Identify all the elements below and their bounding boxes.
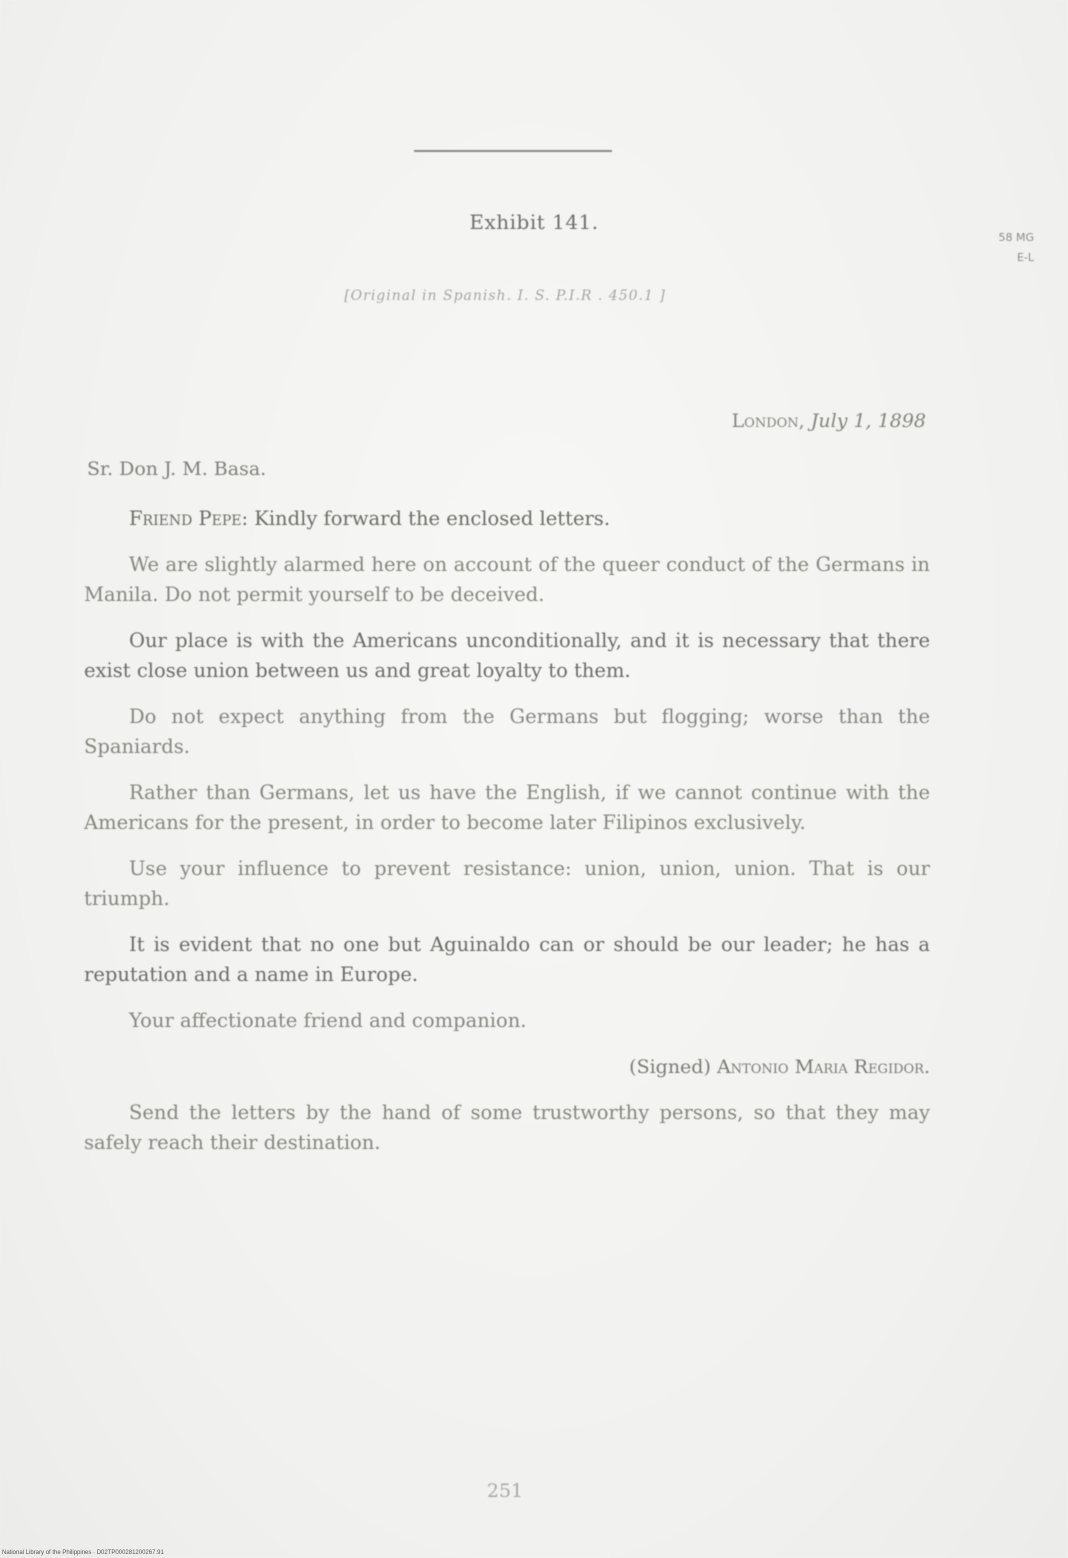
signer-name: Antonio Maria Regidor.: [716, 1056, 930, 1078]
signed-prefix: (Signed): [629, 1056, 711, 1078]
footer-credit: National Library of the Philippines · D02TP000281200267.91: [2, 1550, 164, 1556]
original-language-note: [Original in Spanish. I. S. P.I.R . 450.1 ]: [344, 288, 666, 304]
greeting-label: Friend Pepe:: [129, 507, 249, 530]
salutation: Sr. Don J. M. Basa.: [87, 458, 267, 480]
margin-note-line: E-L: [1016, 251, 1034, 264]
dateline-place: London,: [731, 410, 805, 432]
greeting-text: Kindly forward the enclosed letters.: [248, 507, 611, 530]
exhibit-title: Exhibit 141.: [469, 210, 599, 234]
closing-paragraph: Your affectionate friend and companion.: [129, 1009, 527, 1032]
letter-body: [84, 504, 930, 1174]
letter-paragraph: Use your influence to prevent resistance: union, union, union. That is our triumph.: [84, 857, 930, 910]
margin-note: [960, 228, 1034, 268]
letter-paragraph: Do not expect anything from the Germans but flogging; worse than the Spaniards.: [84, 705, 930, 758]
postscript: Send the letters by the hand of some trustworthy persons, so that they may safely reach their destination.: [84, 1101, 930, 1154]
letter-paragraph: Our place is with the Americans unconditionally, and it is necessary that there exist close union between us and great loyalty to them.: [84, 629, 930, 682]
letter-paragraph: We are slightly alarmed here on account of the queer conduct of the Germans in Manila. Do not permit yourself to be deceived.: [84, 553, 930, 606]
letter-paragraph: Rather than Germans, let us have the English, if we cannot continue with the Americans for the present, in order to become later Filipinos exclusively.: [84, 781, 930, 834]
dateline: [600, 410, 926, 432]
page-number: 251: [486, 1480, 524, 1502]
margin-note-line: 58 MG: [998, 231, 1034, 244]
dateline-date: July 1, 1898: [810, 410, 926, 432]
letter-paragraph: It is evident that no one but Aguinaldo can or should be our leader; he has a reputation and a name in Europe.: [84, 933, 930, 986]
top-rule: [414, 150, 612, 152]
signature-line: [84, 1052, 930, 1082]
greeting-paragraph: [84, 504, 930, 534]
